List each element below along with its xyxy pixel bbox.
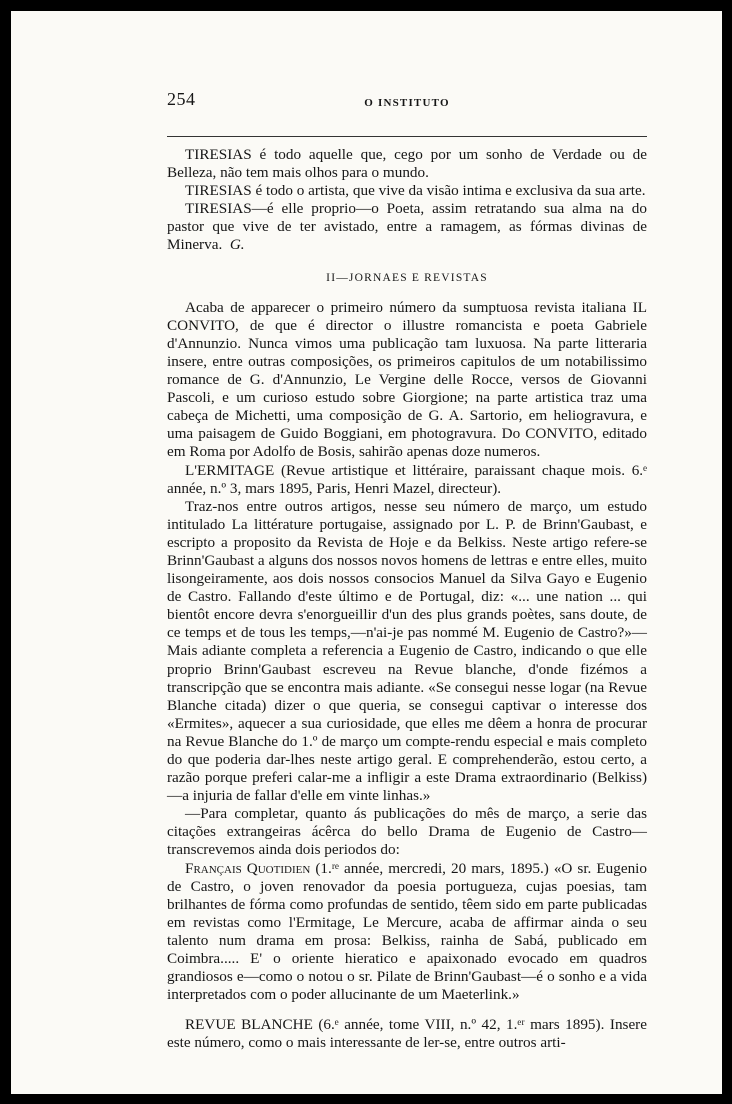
signature: G. — [229, 236, 245, 254]
section-heading: II—JORNAES E REVISTAS — [326, 271, 488, 284]
running-head — [167, 90, 647, 112]
revue-blanche-paragraph: REVUE BLANCHE (6.ᵉ année, tome VIII, n.º 42, 1.ᵉʳ mars 1895). Insere este número, como o mais interessante de ler-se, entre outros arti- — [167, 1016, 647, 1052]
francais-quotidien-label: Français Quotidien — [185, 859, 311, 877]
tiresias-paragraph-3-text: TIRESIAS—é elle proprio—o Poeta, assim retratando sua alma na do pastor que vive de ter avistado, entre a ramagem, as fórmas divinas de Minerva. — [167, 200, 647, 254]
journal-title: O INSTITUTO — [364, 97, 450, 109]
body-text — [167, 146, 647, 1053]
francais-quotidien-paragraph — [167, 860, 647, 1005]
tiresias-paragraph-1: TIRESIAS é todo aquelle que, cego por um sonho de Verdade ou de Belleza, não tem mais olhos para o mundo. — [167, 146, 647, 182]
document-page — [11, 11, 722, 1094]
francais-quotidien-text: (1.ʳᵉ année, mercredi, 20 mars, 1895.) «O sr. Eugenio de Castro, o joven renovador da poesia portugueza, cujas poesias, tam brilhantes de fórma como profundas de sentido, têem sido em parte publicadas em revistas como l'Ermitage, Le Mercure, acaba de affirmar ainda o seu talento num drama em prosa: Belkiss, rainha de Sabá, publicado em Coimbra..... E' o oriente hieratico e apaixonado evocado em quadros grandiosos e—como o notou o sr. Pilate de Brinn'Gaubast—é o sonho e a vida interpretados com o poder allucinante de um Maeterlink.» — [167, 859, 647, 1004]
tiresias-paragraph-3 — [167, 200, 647, 254]
convito-paragraph: Acaba de apparecer o primeiro número da sumptuosa revista italiana IL CONVITO, de que é director o illustre romancista e poeta Gabriele d'Annunzio. Nunca vimos uma publicação tam luxuosa. Na parte litteraria insere, entre outras composições, os primeiros capitulos de um notabilissimo romance de G. d'Annunzio, Le Vergine delle Rocce, versos de Giovanni Pascoli, e um curioso estudo sobre Giorgione; na parte artistica traz uma cabeça de Michetti, uma composição de G. A. Sartorio, em heliogravura, e uma paisagem de Guido Boggiani, em photogravura. Do CONVITO, editado em Roma por Adolfo de Bosis, sahirão apenas doze numeros. — [167, 298, 647, 461]
page-number: 254 — [167, 89, 196, 109]
ermitage-intro-paragraph: L'ERMITAGE (Revue artistique et littéraire, paraissant chaque mois. 6.ᵉ année, n.º 3, mars 1895, Paris, Henri Mazel, directeur). — [167, 461, 647, 497]
header-rule — [167, 136, 647, 137]
ermitage-article-paragraph: Traz-nos entre outros artigos, nesse seu número de março, um estudo intitulado La littérature portugaise, assignado por L. P. de Brinn'Gaubast, e escripto a proposito da Revista de Hoje e da Belkiss. Neste artigo refere-se Brinn'Gaubast a alguns dos nossos novos homens de lettras e entre elles, muito lisongeiramente, aos dois nossos consocios Manuel da Silva Gayo e Eugenio de Castro. Fallando d'este último e de Portugal, diz: «... une nation ... qui bientôt encore devra s'enorgueillir d'un des plus grands poètes, sans doute, de ce temps et de tous les temps,—n'ai-je pas nommé M. Eugenio de Castro?»—Mais adiante completa a referencia a Eugenio de Castro, indicando o que elle proprio Brinn'Gaubast escreveu na Revue blanche, d'onde fizémos a transcripção que se encontra mais adiante. «Se consegui nesse logar (na Revue Blanche citada) dizer o que queria, se consegui captivar o interesse dos «Ermites», aquecer a sua curiosidade, que elles me dêem a honra de procurar na Revue Blanche do 1.º de março um compte-rendu especial e mais completo do que poderia dar-lhes neste artigo geral. E comprehenderão, estou certo, a razão porque preferi calar-me a infligir a este Drama extraordinario (Belkiss)—a injuria de fallar d'elle em vinte linhas.» — [167, 497, 647, 805]
para-completar-paragraph: —Para completar, quanto ás publicações do mês de março, a serie das citações extrangeiras ácêrca do bello Drama de Eugenio de Castro—transcrevemos ainda dois periodos do: — [167, 805, 647, 859]
tiresias-paragraph-2: TIRESIAS é todo o artista, que vive da visão intima e exclusiva da sua arte. — [185, 182, 646, 200]
